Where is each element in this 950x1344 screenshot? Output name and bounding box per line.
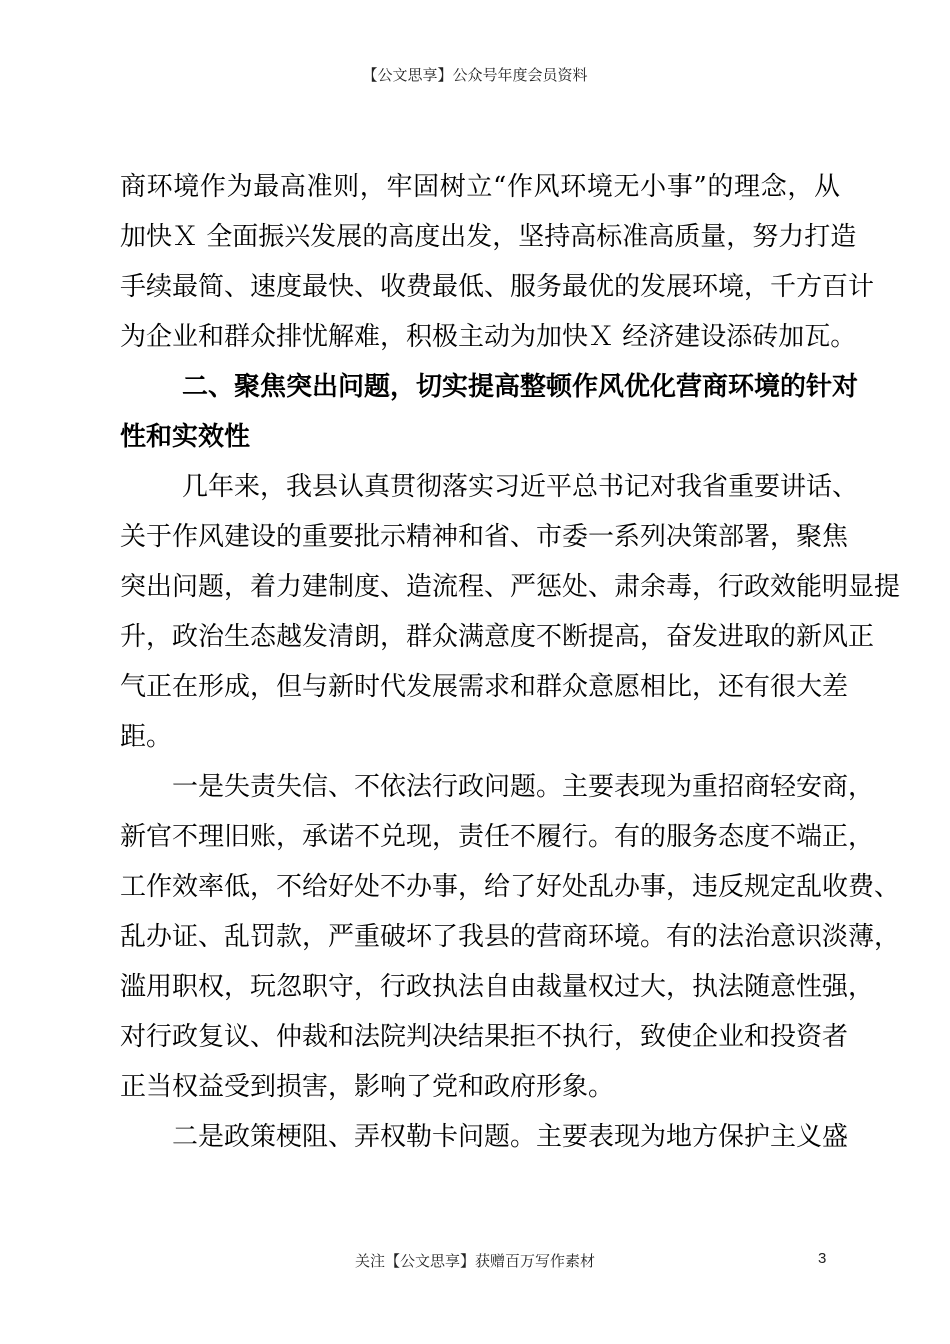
- section-heading-line: 二、聚焦突出问题，切实提高整顿作风优化营商环境的针对: [182, 372, 859, 402]
- page-number: 3: [818, 1250, 827, 1267]
- paragraph-line: 距。: [120, 722, 173, 752]
- page-header: 【公文思享】公众号年度会员资料: [362, 66, 588, 84]
- paragraph-line: 乱办证、乱罚款，严重破坏了我县的营商环境。有的法治意识淡薄，: [120, 922, 901, 952]
- paragraph-line: 关于作风建设的重要批示精神和省、市委一系列决策部署，聚焦: [120, 522, 849, 552]
- paragraph-line: 商环境作为最高准则，牢固树立“作风环境无小事”的理念，从: [120, 172, 840, 202]
- paragraph-line: 加快Ｘ 全面振兴发展的高度出发，坚持高标准高质量，努力打造: [120, 222, 857, 252]
- paragraph-line: 工作效率低，不给好处不办事，给了好处乱办事，违反规定乱收费、: [120, 872, 901, 902]
- section-heading-line: 性和实效性: [120, 422, 251, 452]
- paragraph-line: 新官不理旧账，承诺不兑现，责任不履行。有的服务态度不端正，: [120, 822, 875, 852]
- paragraph-line: 正当权益受到损害，影响了党和政府形象。: [120, 1072, 615, 1102]
- paragraph-line: 一是失责失信、不依法行政问题。主要表现为重招商轻安商，: [172, 772, 875, 802]
- paragraph-line: 气正在形成，但与新时代发展需求和群众意愿相比，还有很大差: [120, 672, 849, 702]
- paragraph-line: 升，政治生态越发清朗，群众满意度不断提高，奋发进取的新风正: [120, 622, 875, 652]
- paragraph-line: 二是政策梗阻、弄权勒卡问题。主要表现为地方保护主义盛: [172, 1122, 849, 1152]
- paragraph-line: 对行政复议、仲裁和法院判决结果拒不执行，致使企业和投资者: [120, 1022, 849, 1052]
- paragraph-line: 突出问题，着力建制度、造流程、严惩处、肃余毒，行政效能明显提: [120, 572, 901, 602]
- paragraph-line: 为企业和群众排忧解难，积极主动为加快Ｘ 经济建设添砖加瓦。: [120, 322, 857, 352]
- paragraph-line: 几年来，我县认真贯彻落实习近平总书记对我省重要讲话、: [182, 472, 859, 502]
- page-footer: 关注【公文思享】获赠百万写作素材: [354, 1252, 595, 1270]
- paragraph-line: 手续最简、速度最快、收费最低、服务最优的发展环境，千方百计: [120, 272, 875, 302]
- paragraph-line: 滥用职权，玩忽职守，行政执法自由裁量权过大，执法随意性强，: [120, 972, 875, 1002]
